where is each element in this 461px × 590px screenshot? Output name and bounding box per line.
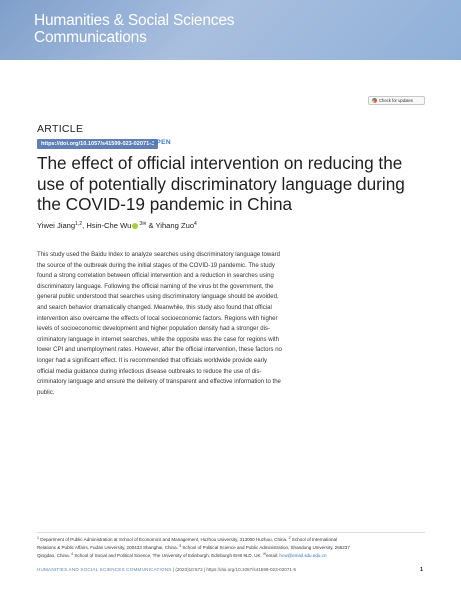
- page-number: 1: [420, 567, 424, 573]
- affiliation-ref[interactable]: 1,2: [75, 221, 83, 227]
- abstract-line: the source of the outbreak during the initial stages of the COVID-19 pandemic. The study: [37, 262, 275, 269]
- check-for-updates-label: Check for updates: [379, 98, 413, 103]
- doi-link[interactable]: https://doi.org/10.1057/s41599-023-02071-5: [37, 139, 158, 149]
- footnote-line: [37, 535, 429, 543]
- affiliation-text: School of Social and Political Science, The University of Edinburgh, Edinburgh EH8 9LD, UK.: [73, 553, 264, 558]
- author-separator: ,: [82, 221, 87, 230]
- abstract-line: public.: [37, 389, 55, 396]
- title-line: the COVID-19 pandemic in China: [37, 194, 293, 214]
- footnote-divider: [37, 532, 425, 533]
- corresponding-email-link[interactable]: hcw@email.sdu.edu.cn: [279, 553, 327, 558]
- page-footer: [37, 567, 429, 572]
- affiliation-number: 2: [288, 536, 291, 540]
- check-for-updates-button[interactable]: [368, 96, 425, 105]
- affiliations-footnote: [37, 535, 429, 559]
- footer-citation[interactable]: | (2023)10:572 | https://doi.org/10.1057/s41599-023-02071-5: [171, 567, 297, 572]
- affiliation-number: 3: [179, 544, 182, 548]
- abstract: [37, 250, 427, 398]
- abstract-line: general public understood that searches using discriminatory language should be avoided,: [37, 294, 279, 301]
- crossmark-icon: [372, 98, 377, 103]
- orcid-icon[interactable]: [132, 223, 138, 229]
- title-line: use of potentially discriminatory language during: [37, 173, 405, 194]
- open-access-label: OPEN: [151, 139, 171, 146]
- author-name[interactable]: Yihang Zuo: [155, 221, 195, 230]
- abstract-line: longer had a significant effect. It is recommended that officials worldwide provide early: [37, 357, 268, 364]
- abstract-line: official media guidance during infectious disease outbreaks to reduce the use of dis-: [37, 368, 262, 375]
- affiliation-text: School of International: [290, 537, 338, 542]
- article-title: [37, 153, 437, 215]
- abstract-line: criminatory language and ensure the delivery of transparent and effective information to the: [37, 379, 281, 386]
- mail-icon: ✉: [263, 552, 266, 556]
- abstract-line: intervention also overcame the effects of local socioeconomic factors. Regions with higher: [37, 315, 278, 322]
- author-name[interactable]: Hsin-Che Wu: [86, 221, 132, 230]
- abstract-line: lower CPI and unemployment rates. However, after the official intervention, these factors no: [37, 347, 282, 354]
- affiliation-ref[interactable]: 4: [194, 221, 197, 227]
- affiliation-text: Qingdao, China.: [37, 553, 72, 558]
- footer-journal-name: HUMANITIES AND SOCIAL SCIENCES COMMUNICATIONS: [37, 567, 172, 572]
- journal-name-line2: Communications: [34, 29, 147, 46]
- title-line: The effect of official intervention on reducing the: [37, 153, 403, 173]
- journal-banner: [0, 0, 461, 60]
- author-name[interactable]: Yiwei Jiang: [37, 221, 76, 230]
- journal-name[interactable]: [34, 12, 234, 46]
- email-label: email:: [266, 553, 280, 558]
- footnote-line: [37, 551, 429, 559]
- abstract-line: found a strong correlation between official intervention and a reduction in searches using: [37, 273, 274, 280]
- corresponding-author-mail-icon: ✉: [142, 221, 147, 227]
- abstract-line: This study used the Baidu Index to analyze searches using discriminatory language toward: [37, 252, 281, 258]
- affiliation-number: 4: [71, 552, 74, 556]
- affiliation-text: School of Political Science and Public Administration, Shandong University, 266237: [181, 545, 350, 550]
- abstract-line: discriminatory language. Following the official naming of the virus bt the government, the: [37, 283, 274, 290]
- author-list: [37, 221, 197, 230]
- journal-name-line1: Humanities & Social Sciences: [34, 12, 235, 29]
- article-type-label: ARTICLE: [37, 123, 84, 135]
- abstract-line: and search behavior dramatically changed. Meanwhile, this study also found that official: [37, 304, 272, 311]
- footnote-line: [37, 543, 429, 551]
- affiliation-text: Department of Public Administration at School of Economics and Management, Huzhou University, 313000 Huzhou, China.: [38, 537, 289, 542]
- affiliation-text: Relations & Public Affairs, Fudan University, 200433 Shanghai, China.: [37, 545, 180, 550]
- abstract-line: levels of socioeconomic development and higher population density had a stronger dis-: [37, 326, 270, 333]
- abstract-line: criminatory language in internet searches, while the opposite was the case for regions with: [37, 336, 280, 343]
- affiliation-number: 3: [139, 221, 143, 227]
- author-separator: &: [146, 221, 156, 230]
- affiliation-number: 1: [37, 536, 39, 540]
